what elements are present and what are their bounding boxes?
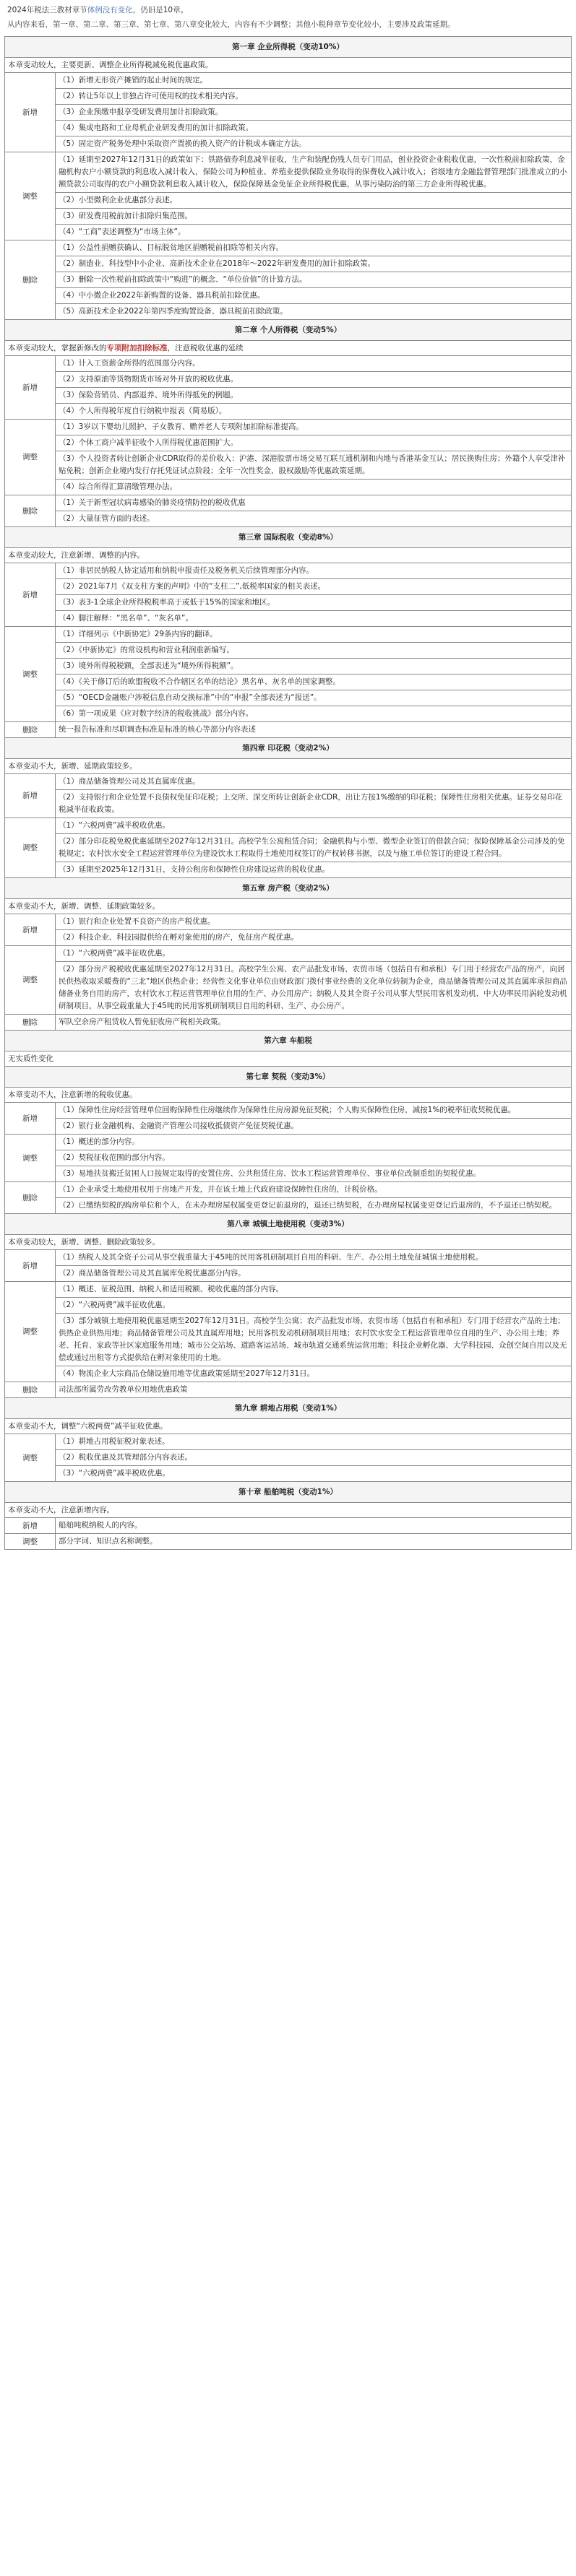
- change-row: [5, 930, 572, 946]
- chapter-title: 第七章 契税（变动3%）: [5, 1067, 572, 1088]
- change-item: （4）集成电路和工业母机企业研发费用的加计扣除政策。: [56, 121, 572, 136]
- change-item: （4）物流企业大宗商品仓储设施用地等优惠政策延期至2027年12月31日。: [56, 1366, 572, 1382]
- change-item: （3）企业预缴申报享受研发费用加计扣除政策。: [56, 105, 572, 121]
- change-item: 军队空余房产租赁收入暂免征收房产税相关政策。: [56, 1015, 572, 1031]
- change-item: （1）企业承受土地使用权用于房地产开发，并在该土地上代政府建设保障性住房的，计税价格。: [56, 1182, 572, 1198]
- change-category: 调整: [5, 152, 56, 240]
- chapter-summary: 本章变动较大，掌握新修改的专项附加扣除标准，注意税收优惠的延续: [5, 341, 572, 356]
- change-item: （1）非居民纳税人协定适用和纳税申报责任及税务机关后续管理部分内容。: [56, 563, 572, 579]
- change-item: （5）固定资产税务处理中采取资产置换的换入资产的计税成本确定方法。: [56, 136, 572, 152]
- changes-table: [4, 36, 572, 1550]
- chapter-summary: 本章变动不大，注意新增的税收优惠。: [5, 1088, 572, 1103]
- chapter-summary: 本章变动较大，主要更新、调整企业所得税减免税优惠政策。: [5, 58, 572, 73]
- change-item: （1）公益性捐赠获确认、目标脱贫地区捐赠税前扣除等相关内容。: [56, 240, 572, 256]
- change-row: [5, 404, 572, 420]
- change-row: [5, 643, 572, 659]
- change-row: [5, 595, 572, 611]
- chapter-summary-row: [5, 548, 572, 563]
- change-item: （2）制造业、科技型中小企业、高新技术企业在2018年～2022年研发费用的加计扣除政策。: [56, 256, 572, 272]
- change-row: [5, 288, 572, 304]
- change-row: [5, 136, 572, 152]
- change-item: （2）小型微利企业优惠部分表述。: [56, 193, 572, 209]
- change-item: （1）计入工资薪金所得的范围部分内容。: [56, 356, 572, 372]
- chapter-title-row: [5, 878, 572, 899]
- change-item: （5）“OECD金融账户涉税信息自动交换标准”中的“申报”全部表述为“报送”。: [56, 690, 572, 706]
- change-category: 删除: [5, 1182, 56, 1214]
- chapter-title-row: [5, 527, 572, 548]
- change-row: [5, 659, 572, 675]
- change-row: [5, 1314, 572, 1366]
- change-category: 调整: [5, 946, 56, 1015]
- change-item: （3）易地扶贫搬迁贫困人口按规定取得的安置住房、公共租赁住房、饮水工程运营管理单位、事业单位改制重组的契税优惠。: [56, 1166, 572, 1182]
- change-row: [5, 790, 572, 818]
- chapter-title: 第三章 国际税收（变动8%）: [5, 527, 572, 548]
- change-item: （2）大量征管方面的表述。: [56, 511, 572, 527]
- chapter-title-row: [5, 320, 572, 341]
- change-row: [5, 1182, 572, 1198]
- chapter-summary-row: [5, 1051, 572, 1067]
- change-row: [5, 1434, 572, 1450]
- change-row: [5, 209, 572, 225]
- change-item: （4）个人所得税年度自行纳税申报表（简易版）。: [56, 404, 572, 420]
- chapter-summary-row: [5, 1419, 572, 1434]
- change-item: （1）保障性住房经营管理单位回购保障性住房继续作为保障性住房房源免征契税；个人购买保障性住房，减按1%的税率征收契税优惠。: [56, 1103, 572, 1119]
- chapter-summary: 本章变动不大，新增、调整、延期政策较多。: [5, 899, 572, 914]
- change-item: （1）商品储备管理公司及其直属库优惠。: [56, 774, 572, 790]
- change-item: 司法部所属劳改劳教单位用地优惠政策: [56, 1382, 572, 1398]
- change-item: （5）高新技术企业2022年第四季度购置设备、器具税前扣除政策。: [56, 304, 572, 320]
- change-item: （2）已缴纳契税的购房单位和个人，在未办理房屋权属变更登记前退房的，退还已纳契税，在办理房屋权属变更登记后退房的，不予退还已纳契税。: [56, 1198, 572, 1214]
- change-item: （2）商品储备管理公司及其直属库免税优惠部分内容。: [56, 1266, 572, 1282]
- change-item: （1）银行和企业处置不良资产的房产税优惠。: [56, 914, 572, 930]
- change-item: （1）概述、征税范围、纳税人和适用税额、税收优惠的部分内容。: [56, 1282, 572, 1298]
- change-item: （4）“工商”表述调整为“市场主体”。: [56, 225, 572, 240]
- change-row: [5, 627, 572, 643]
- change-item: 统一报告标准和尽职调查标准是标准的核心等部分内容表述: [56, 722, 572, 738]
- chapter-title: 第四章 印花税（变动2%）: [5, 738, 572, 759]
- chapter-title: 第六章 车船税: [5, 1031, 572, 1051]
- change-row: [5, 225, 572, 240]
- summary-highlight: 专项附加扣除标准: [106, 344, 168, 352]
- change-item: （1）详细列示《中新协定》29条内容的翻译。: [56, 627, 572, 643]
- change-item: （1）“六税两费”减半税收优惠。: [56, 818, 572, 834]
- change-category: 新增: [5, 774, 56, 818]
- change-row: [5, 152, 572, 193]
- change-row: [5, 1534, 572, 1550]
- change-row: [5, 1298, 572, 1314]
- chapter-summary: 无实质性变化: [5, 1051, 572, 1067]
- change-row: [5, 420, 572, 435]
- chapter-summary-row: [5, 341, 572, 356]
- change-item: （3）个人投资者转让创新企业CDR取得的差价收入：沪港、深港股票市场交易互联互通机制和内地与香港基金互认；居民换购住房；外籍个人享受津补贴免税；创新企业境内发行存托凭证试点阶段；全年一次性奖金、股权激励等优惠政策延期。: [56, 451, 572, 480]
- change-item: （2）契税征收范围的部分内容。: [56, 1150, 572, 1166]
- change-row: [5, 706, 572, 722]
- chapter-summary-row: [5, 1503, 572, 1518]
- change-category: 删除: [5, 722, 56, 738]
- change-category: 新增: [5, 1518, 56, 1534]
- change-item: （1）3岁以下婴幼儿照护、子女教育、赡养老人专项附加扣除标准提高。: [56, 420, 572, 435]
- change-item: （3）表3-1全球企业所得税税率高于或低于15%的国家和地区。: [56, 595, 572, 611]
- change-item: （2）转让5年以上非独占许可使用权的技术相关内容。: [56, 89, 572, 105]
- change-category: 调整: [5, 818, 56, 878]
- change-row: [5, 1166, 572, 1182]
- change-row: [5, 1103, 572, 1119]
- change-item: （4）《关于修订后的欧盟税收不合作辖区名单的结论》黑名单、灰名单的国家调整。: [56, 675, 572, 690]
- change-row: [5, 1382, 572, 1398]
- change-item: （3）保险营销员、内部退养、境外所得抵免的例题。: [56, 388, 572, 404]
- chapter-title-row: [5, 1031, 572, 1051]
- change-row: [5, 1450, 572, 1466]
- change-row: [5, 372, 572, 388]
- change-category: 调整: [5, 1534, 56, 1550]
- change-row: [5, 89, 572, 105]
- chapter-title: 第二章 个人所得税（变动5%）: [5, 320, 572, 341]
- chapter-summary-row: [5, 899, 572, 914]
- change-category: 调整: [5, 1434, 56, 1482]
- change-row: [5, 304, 572, 320]
- change-item: （2）支持银行和企业处置不良债权免征印花税；上交所、深交所转让创新企业CDR，出让方按1%缴纳的印花税；保障性住房相关优惠。证券交易印花税减半征收政策。: [56, 790, 572, 818]
- change-item: （4）综合所得汇算清缴管理办法。: [56, 480, 572, 495]
- change-item: （4）中小微企业2022年新购置的设备、器具税前扣除优惠。: [56, 288, 572, 304]
- change-row: [5, 105, 572, 121]
- change-row: [5, 1266, 572, 1282]
- change-row: [5, 240, 572, 256]
- chapter-title-row: [5, 1398, 572, 1419]
- change-item: （2）科技企业、科技园提供给在孵对象使用的房产，免征房产税优惠。: [56, 930, 572, 946]
- change-item: （1）关于新型冠状病毒感染的肺炎疫情防控的税收优惠: [56, 495, 572, 511]
- change-category: 删除: [5, 240, 56, 320]
- change-item: （1）纳税人及其全资子公司从事空载重量大于45吨的民用客机研制项目自用的科研、生产、办公用土地免征城镇土地使用税。: [56, 1250, 572, 1266]
- chapter-title-row: [5, 37, 572, 58]
- change-row: [5, 193, 572, 209]
- change-item: （1）延期至2027年12月31日的政策如下：铁路债券利息减半征收，生产和装配伤残人员专门用品，创业投资企业税收优惠，一次性税前扣除政策，金融机构农户小额贷款的利息收入减计收入，保险公司为种植业、养殖业提供保险业务取得的保费收入减计收入；省级地方金融监督管理部门批准成立的小额贷款公司取得的农户小额贷款利息收入减计收入，保险保障基金免征企业所得税优惠，从事污染防治的第三方企业所得税优惠。: [56, 152, 572, 193]
- intro-line-1: 2024年税法三教材章节体例没有变化，仍旧是10章。: [7, 6, 189, 14]
- change-item: （2）《中新协定》的常设机构和营业利润重新编写。: [56, 643, 572, 659]
- change-category: 新增: [5, 1103, 56, 1135]
- change-row: [5, 256, 572, 272]
- change-row: [5, 121, 572, 136]
- change-category: 调整: [5, 1135, 56, 1182]
- change-row: [5, 1282, 572, 1298]
- change-category: 新增: [5, 73, 56, 152]
- chapter-title-row: [5, 738, 572, 759]
- change-item: （3）研发费用税前加计扣除归集范围。: [56, 209, 572, 225]
- change-category: 新增: [5, 563, 56, 627]
- change-row: [5, 480, 572, 495]
- chapter-title-row: [5, 1482, 572, 1503]
- change-item: （3）删除一次性税前扣除政策中“购进”的概念、“单位价值”的计算方法。: [56, 272, 572, 288]
- change-row: [5, 862, 572, 878]
- change-item: （3）“六税两费”减半税收优惠。: [56, 1466, 572, 1482]
- change-row: [5, 722, 572, 738]
- change-row: [5, 962, 572, 1015]
- change-row: [5, 1150, 572, 1166]
- change-category: 新增: [5, 1250, 56, 1282]
- chapter-title: 第十章 船舶吨税（变动1%）: [5, 1482, 572, 1503]
- chapter-summary: 本章变动不大，注意新增内容。: [5, 1503, 572, 1518]
- change-category: 调整: [5, 420, 56, 495]
- change-row: [5, 1198, 572, 1214]
- chapter-summary-row: [5, 1235, 572, 1250]
- change-row: [5, 774, 572, 790]
- change-row: [5, 611, 572, 627]
- change-item: （1）概述的部分内容。: [56, 1135, 572, 1150]
- change-row: [5, 1466, 572, 1482]
- change-row: [5, 579, 572, 595]
- change-row: [5, 435, 572, 451]
- change-category: 调整: [5, 1282, 56, 1382]
- change-row: [5, 834, 572, 862]
- chapter-title: 第八章 城镇土地使用税（变动3%）: [5, 1214, 572, 1235]
- chapter-title: 第一章 企业所得税（变动10%）: [5, 37, 572, 58]
- chapter-title: 第九章 耕地占用税（变动1%）: [5, 1398, 572, 1419]
- change-row: [5, 818, 572, 834]
- change-row: [5, 495, 572, 511]
- change-item: （1）“六税两费”减半征收优惠。: [56, 946, 572, 962]
- change-item: 船舶吨税纳税人的内容。: [56, 1518, 572, 1534]
- change-row: [5, 356, 572, 372]
- change-item: （1）新增无形资产摊销的起止时间的规定。: [56, 73, 572, 89]
- change-row: [5, 1366, 572, 1382]
- change-row: [5, 914, 572, 930]
- change-item: （2）“六税两费”减半征收优惠。: [56, 1298, 572, 1314]
- change-row: [5, 946, 572, 962]
- chapter-summary: 本章变动不大，新增、延期政策较多。: [5, 759, 572, 774]
- change-row: [5, 1135, 572, 1150]
- change-category: 删除: [5, 1382, 56, 1398]
- change-category: 调整: [5, 627, 56, 722]
- chapter-title-row: [5, 1067, 572, 1088]
- change-row: [5, 1518, 572, 1534]
- change-category: 新增: [5, 356, 56, 420]
- change-row: [5, 1250, 572, 1266]
- change-item: （2）银行业金融机构、金融资产管理公司接收抵债资产免征契税优惠。: [56, 1119, 572, 1135]
- change-row: [5, 272, 572, 288]
- change-item: （2）支持原油等货物期货市场对外开放的税收优惠。: [56, 372, 572, 388]
- change-category: 删除: [5, 1015, 56, 1031]
- change-item: （2）部分印花税免税优惠延期至2027年12月31日。高校学生公寓租赁合同；金融机构与小型、微型企业签订的借款合同；保险保障基金公司涉及的免税规定；农村饮水安全工程运营管理单位为建设饮水工程取得土地使用权签订的产权转移书据，以及与施工单位签订的建设工程合同。: [56, 834, 572, 862]
- change-item: （1）耕地占用税征税对象表述。: [56, 1434, 572, 1450]
- change-row: [5, 690, 572, 706]
- change-row: [5, 73, 572, 89]
- chapter-summary: 本章变动较大，注意新增、调整的内容。: [5, 548, 572, 563]
- change-item: （4）脚注解释：“黑名单”、“灰名单”。: [56, 611, 572, 627]
- chapter-summary-row: [5, 759, 572, 774]
- change-item: （3）部分城镇土地使用税优惠延期至2027年12月31日。高校学生公寓；农产品批发市场、农贸市场（包括自有和承租）专门用于经营农产品的土地；供热企业供热用地；商品储备管理公司及其直属库用地；民用客机发动机研制项目用地；农村饮水安全工程运营管理单位自用的生产、办公用土地；养老、托育、家政等社区家庭服务用地；城市公交站场、道路客运站场、城市轨道交通系统运营用地；科技企业孵化器、大学科技园、众创空间自用以及无偿或通过出租等方式提供给在孵对象使用的土地。: [56, 1314, 572, 1366]
- change-item: （2）部分房产税税收优惠延期至2027年12月31日。高校学生公寓、农产品批发市场、农贸市场（包括自有和承租）专门用于经营农产品的房产，向居民供热收取采暖费的“三北”地区供热企业；经营性文化事业单位由财政部门拨付事业经费的文化单位转制为企业，商品储备管理公司及其直属库承担商品储备业务自用的房产，农村饮水工程运营管理单位自用的生产、办公用房产；纳税人及其全资子公司从事大型民用客机发动机、中大功率民用涡轮发动机研制项目，从事空载重量大于45吨的民用客机研制项目自用的科研、生产、办公房产。: [56, 962, 572, 1015]
- change-row: [5, 563, 572, 579]
- change-item: 部分字词、知识点名称调整。: [56, 1534, 572, 1550]
- change-item: （2）2021年7月《双支柱方案的声明》中的“支柱二”,低税率国家的相关表述。: [56, 579, 572, 595]
- change-item: （6）第一项成果《应对数字经济的税收挑战》部分内容。: [56, 706, 572, 722]
- change-row: [5, 1119, 572, 1135]
- change-row: [5, 675, 572, 690]
- change-item: （2）税收优惠及其管理部分内容表述。: [56, 1450, 572, 1466]
- intro-line-2: 从内容来看，第一章、第二章、第三章、第七章、第八章变化较大，内容有不少调整；其他小税种章节变化较小，主要涉及政策延期。: [7, 20, 455, 29]
- change-row: [5, 511, 572, 527]
- chapter-summary-row: [5, 58, 572, 73]
- change-category: 新增: [5, 914, 56, 946]
- change-row: [5, 1015, 572, 1031]
- chapter-summary: 本章变动较大，新增、调整、删除政策较多。: [5, 1235, 572, 1250]
- chapter-title-row: [5, 1214, 572, 1235]
- change-item: （2）个体工商户减半征收个人所得税优惠范围扩大。: [56, 435, 572, 451]
- chapter-summary: 本章变动不大，调整“六税两费”减半征收优惠。: [5, 1419, 572, 1434]
- change-row: [5, 388, 572, 404]
- change-category: 删除: [5, 495, 56, 527]
- chapter-summary-row: [5, 1088, 572, 1103]
- intro-highlight: 体例没有变化: [87, 6, 133, 14]
- change-row: [5, 451, 572, 480]
- chapter-title: 第五章 房产税（变动2%）: [5, 878, 572, 899]
- change-item: （3）境外所得税税额，全部表述为“境外所得税额”。: [56, 659, 572, 675]
- change-item: （3）延期至2025年12月31日，支持公租房和保障性住房建设运营的税收优惠。: [56, 862, 572, 878]
